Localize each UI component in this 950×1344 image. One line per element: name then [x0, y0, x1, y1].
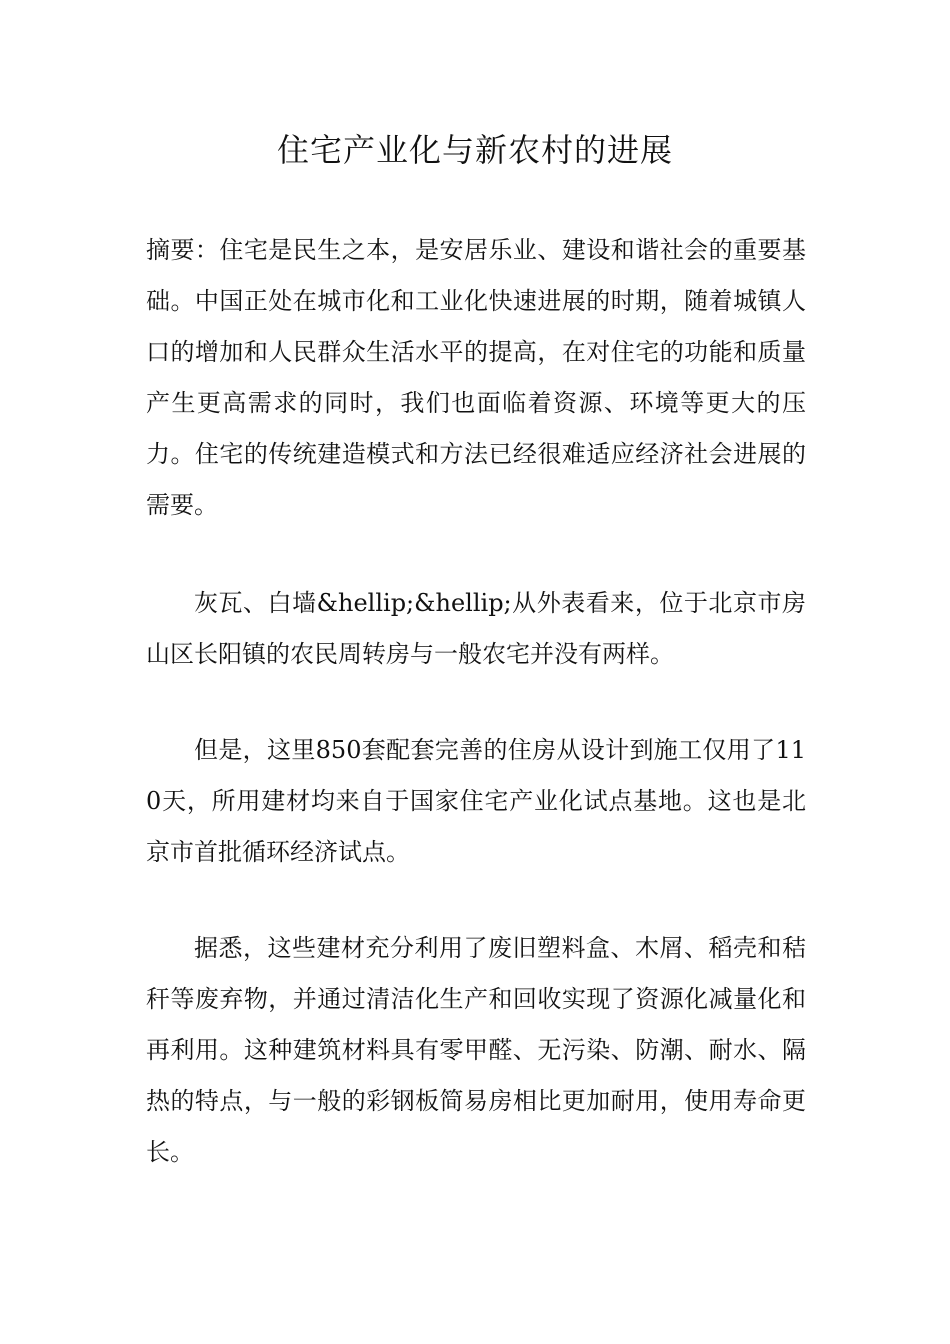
body-paragraph-1: 灰瓦、白墙&hellip;&hellip;从外表看来，位于北京市房山区长阳镇的农民周转房与一般农宅并没有两样。: [146, 589, 806, 668]
abstract-paragraph: 摘要：住宅是民生之本，是安居乐业、建设和谐社会的重要基础。中国正处在城市化和工业化快速进展的时期，随着城镇人口的增加和人民群众生活水平的提高，在对住宅的功能和质量产生更高需求的同时，我们也面临着资源、环境等更大的压力。住宅的传统建造模式和方法已经很难适应经济社会进展的需要。: [146, 236, 806, 519]
document-title: 住宅产业化与新农村的进展: [276, 131, 673, 169]
body-paragraph-3: 据悉，这些建材充分利用了废旧塑料盒、木屑、稻壳和秸秆等废弃物，并通过清洁化生产和回收实现了资源化减量化和再利用。这种建筑材料具有零甲醛、无污染、防潮、耐水、隔热的特点，与一般的彩钢板简易房相比更加耐用，使用寿命更长。: [146, 934, 806, 1166]
body-paragraph-2: 但是，这里850套配套完善的住房从设计到施工仅用了110天，所用建材均来自于国家住宅产业化试点基地。这也是北京市首批循环经济试点。: [146, 736, 806, 866]
